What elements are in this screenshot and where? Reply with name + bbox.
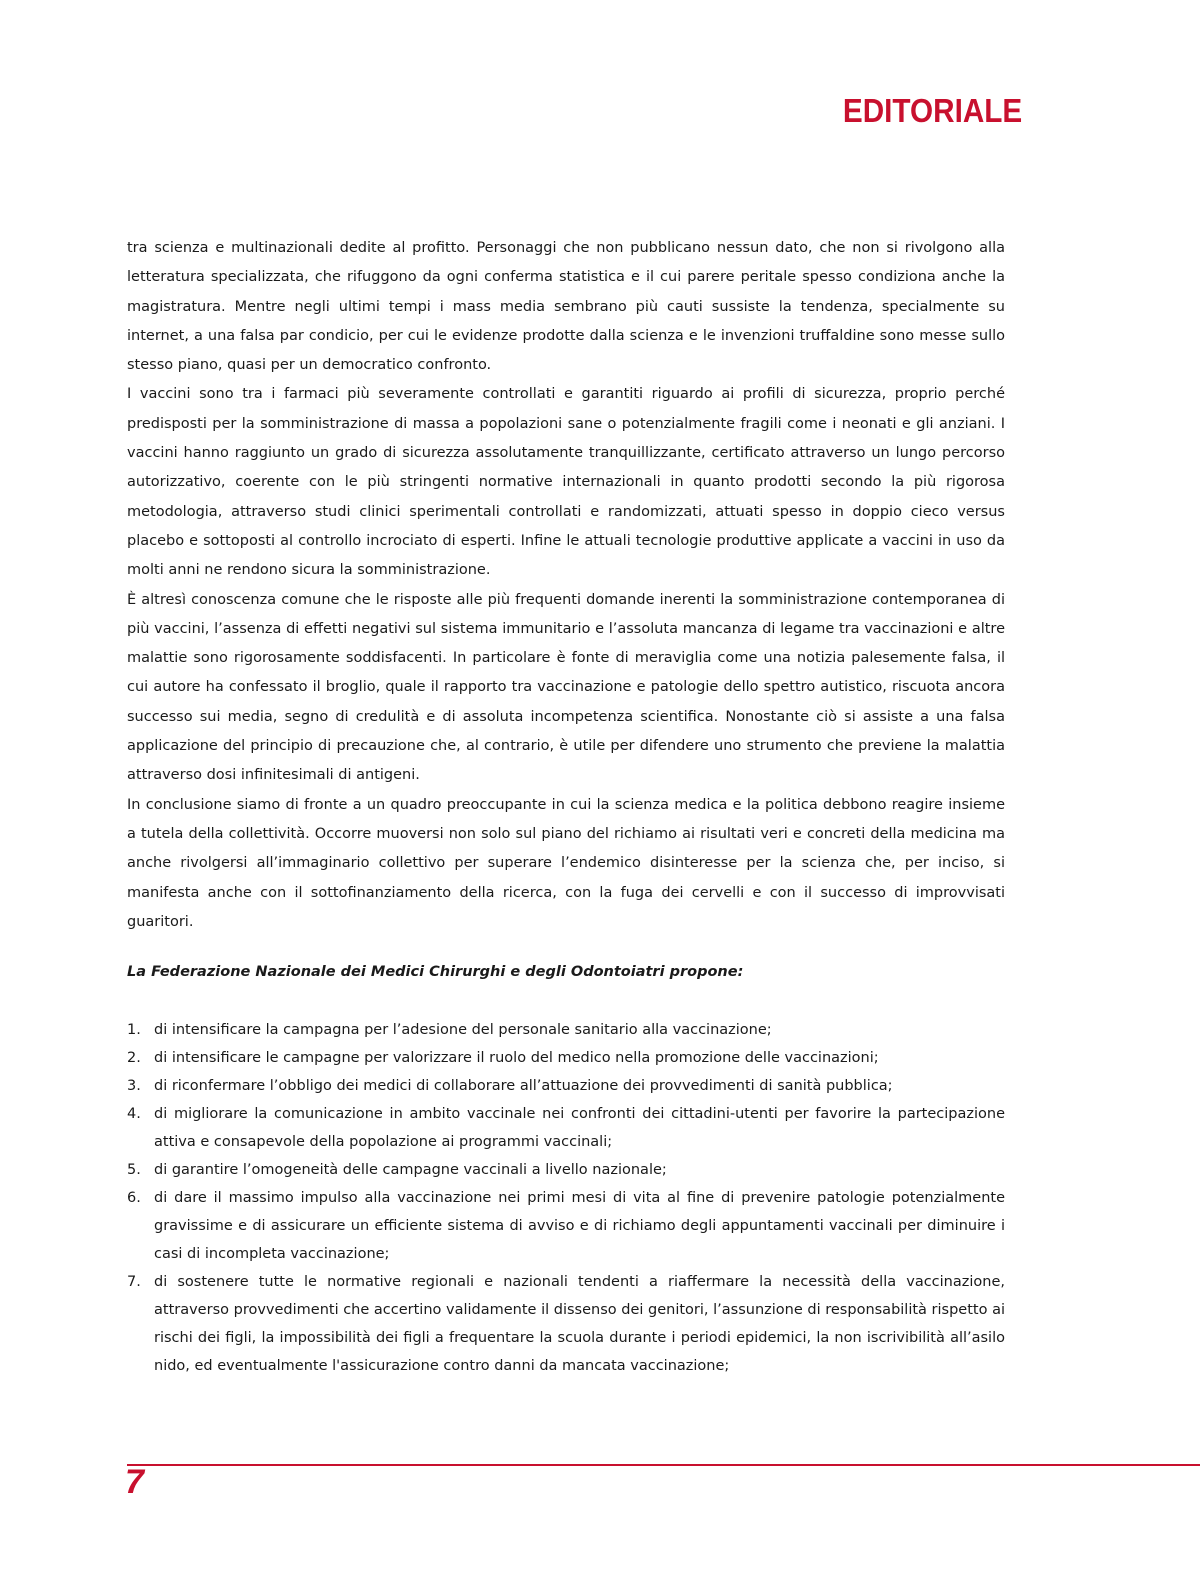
- list-item-text: di garantire l’omogeneità delle campagne vaccinali a livello nazionale;: [154, 1162, 667, 1178]
- list-item: [127, 1268, 1005, 1380]
- proposals-list: [127, 1016, 1005, 1380]
- paragraph: È altresì conoscenza comune che le risposte alle più frequenti domande inerenti la somministrazione contemporanea di più vaccini, l’assenza di effetti negativi sul sistema immunitario e l’assoluta mancanza di legame tra vaccinazioni e altre malattie sono rigorosamente soddisfacenti. In particolare è fonte di meraviglia come una notizia palesemente falsa, il cui autore ha confessato il broglio, quale il rapporto tra vaccinazione e patologie dello spettro autistico, riscuota ancora successo sui media, segno di credulità e di assoluta incompetenza scientifica. Nonostante ciò si assiste a una falsa applicazione del principio di precauzione che, al contrario, è utile per difendere uno strumento che previene la malattia attraverso dosi infinitesimali di antigeni.: [127, 591, 1005, 784]
- paragraph: tra scienza e multinazionali dedite al profitto. Personaggi che non pubblicano nessun dato, che non si rivolgono alla letteratura specializzata, che rifuggono da ogni conferma statistica e il cui parere peritale spesso condiziona anche la magistratura. Mentre negli ultimi tempi i mass media sembrano più cauti sussiste la tendenza, specialmente su internet, a una falsa par condicio, per cui le evidenze prodotte dalla scienza e le invenzioni truffaldine sono messe sullo stesso piano, quasi per un democratico confronto.: [127, 240, 1005, 374]
- list-item-text: di intensificare la campagna per l’adesione del personale sanitario alla vaccinazione;: [154, 1022, 772, 1038]
- list-item-text: di migliorare la comunicazione in ambito vaccinale nei confronti dei cittadini-utenti per favorire la partecipazione attiva e consapevole della popolazione ai programmi vaccinali;: [154, 1106, 1005, 1150]
- list-item: [127, 1156, 1005, 1184]
- footer-divider: [127, 1464, 1200, 1466]
- list-item-text: di intensificare le campagne per valorizzare il ruolo del medico nella promozione delle vaccinazioni;: [154, 1050, 879, 1066]
- list-item: [127, 1184, 1005, 1268]
- list-item-number: 2.: [127, 1050, 141, 1066]
- list-item-text: di sostenere tutte le normative regionali e nazionali tendenti a riaffermare la necessità della vaccinazione, attraverso provvedimenti che accertino validamente il dissenso dei genitori, l’assunzione di responsabilità rispetto ai rischi dei figli, la impossibilità dei figli a frequentare la scuola durante i periodi epidemici, la non iscrivibilità all’asilo nido, ed eventualmente l'assicurazione contro danni da mancata vaccinazione;: [154, 1274, 1005, 1374]
- page-number: 7: [125, 1463, 144, 1501]
- paragraph: In conclusione siamo di fronte a un quadro preoccupante in cui la scienza medica e la politica debbono reagire insieme a tutela della collettività. Occorre muoversi non solo sul piano del richiamo ai risultati veri e concreti della medicina ma anche rivolgersi all’immaginario collettivo per superare l’endemico disinteresse per la scienza che, per inciso, si manifesta anche con il sottofinanziamento della ricerca, con la fuga dei cervelli e con il successo di improvvisati guaritori.: [127, 796, 1005, 930]
- section-title: EDITORIALE: [842, 92, 1022, 129]
- list-item-number: 1.: [127, 1022, 141, 1038]
- list-item-text: di riconfermare l’obbligo dei medici di collaborare all’attuazione dei provvedimenti di sanità pubblica;: [154, 1078, 893, 1094]
- list-item: [127, 1072, 1005, 1100]
- list-item-text: di dare il massimo impulso alla vaccinazione nei primi mesi di vita al fine di prevenire patologie potenzialmente gravissime e di assicurare un efficiente sistema di avviso e di richiamo degli appuntamenti vaccinali per diminuire i casi di incompleta vaccinazione;: [154, 1190, 1005, 1262]
- list-item-number: 3.: [127, 1078, 141, 1094]
- list-item-number: 5.: [127, 1162, 141, 1178]
- list-item-number: 6.: [127, 1190, 141, 1206]
- proposals-heading: La Federazione Nazionale dei Medici Chirurghi e degli Odontoiatri propone:: [127, 964, 744, 980]
- article-body: [127, 234, 1005, 937]
- list-item: [127, 1100, 1005, 1156]
- list-item-number: 4.: [127, 1106, 141, 1122]
- list-item-number: 7.: [127, 1274, 141, 1290]
- list-item: [127, 1016, 1005, 1044]
- paragraph: I vaccini sono tra i farmaci più severamente controllati e garantiti riguardo ai profili di sicurezza, proprio perché predisposti per la somministrazione di massa a popolazioni sane o potenzialmente fragili come i neonati e gli anziani. I vaccini hanno raggiunto un grado di sicurezza assolutamente tranquillizzante, certificato attraverso un lungo percorso autorizzativo, coerente con le più stringenti normative internazionali in quanto prodotti secondo la più rigorosa metodologia, attraverso studi clinici sperimentali controllati e randomizzati, attuati spesso in doppio cieco versus placebo e sottoposti al controllo incrociato di esperti. Infine le attuali tecnologie produttive applicate a vaccini in uso da molti anni ne rendono sicura la somministrazione.: [127, 386, 1005, 579]
- list-item: [127, 1044, 1005, 1072]
